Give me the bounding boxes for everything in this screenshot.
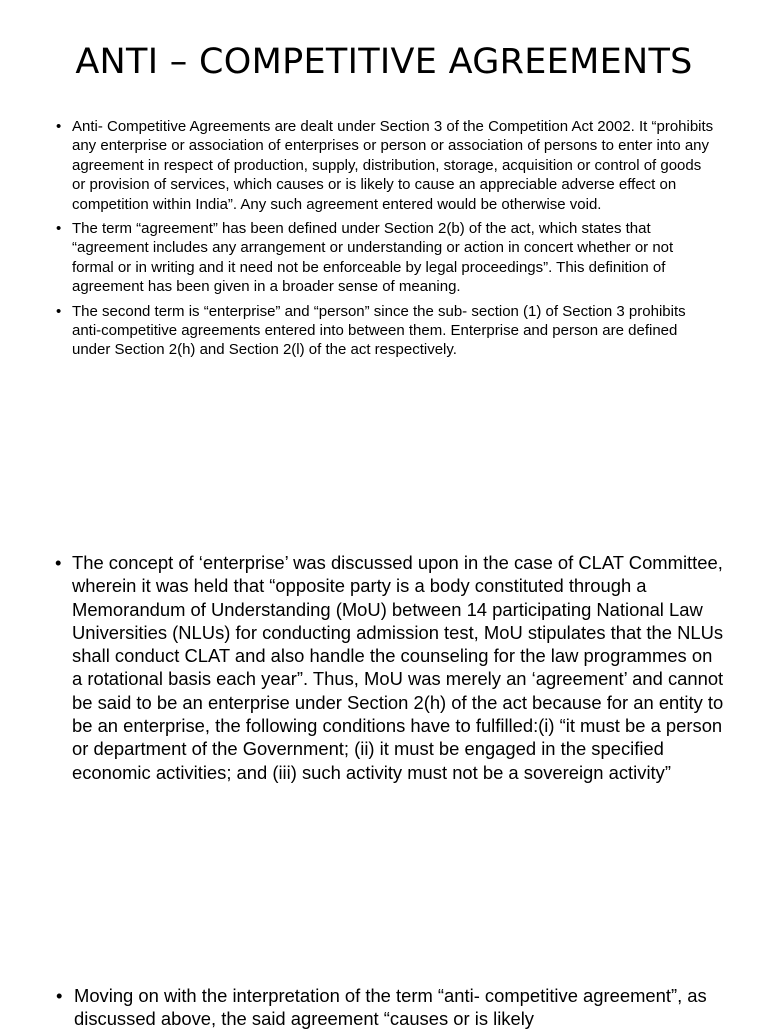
list-item: • Moving on with the interpretation of the term “anti- competitive agreement”, as discussed above, the said agreement “causes or is likely — [74, 984, 724, 1031]
page-title: ANTI – COMPETITIVE AGREEMENTS — [75, 42, 693, 82]
bullet-list-section-2 — [72, 551, 724, 784]
list-item: • The term “agreement” has been defined under Section 2(b) of the act, which states that “agreement includes any arrangement or understanding or action in concert whether or not formal or in writing and it need not be enforceable by legal proceedings”. This definition of agreement has been given in a broader sense of meaning. — [72, 219, 716, 297]
list-item: • The concept of ‘enterprise’ was discussed upon in the case of CLAT Committee, wherein it was held that “opposite party is a body constituted through a Memorandum of Understanding (MoU) between 14 participating National Law Universities (NLUs) for conducting admission test, MoU stipulates that the NLUs shall conduct CLAT and also handle the counseling for the law programmes on a rotational basis each year”. Thus, MoU was merely an ‘agreement’ and cannot be said to be an enterprise under Section 2(h) of the act because for an entity to be an enterprise, the following conditions have to fulfilled:(i) “it must be a person or department of the Government; (ii) it must be engaged in the specified economic activities; and (iii) such activity must not be a sovereign activity” — [72, 551, 724, 784]
list-item: • Anti- Competitive Agreements are dealt under Section 3 of the Competition Act 2002. It “prohibits any enterprise or association of enterprises or person or association of persons to enter into any agreement in respect of production, supply, distribution, storage, acquisition or control of goods or provision of services, which causes or is likely to cause an appreciable adverse effect on competition within India”. Any such agreement entered would be otherwise void. — [72, 117, 716, 214]
list-item: • The second term is “enterprise” and “person” since the sub- section (1) of Section 3 prohibits anti-competitive agreements entered into between them. Enterprise and person are defined under Section 2(h) and Section 2(l) of the act respectively. — [72, 302, 716, 360]
bullet-list-section-1 — [72, 117, 716, 365]
